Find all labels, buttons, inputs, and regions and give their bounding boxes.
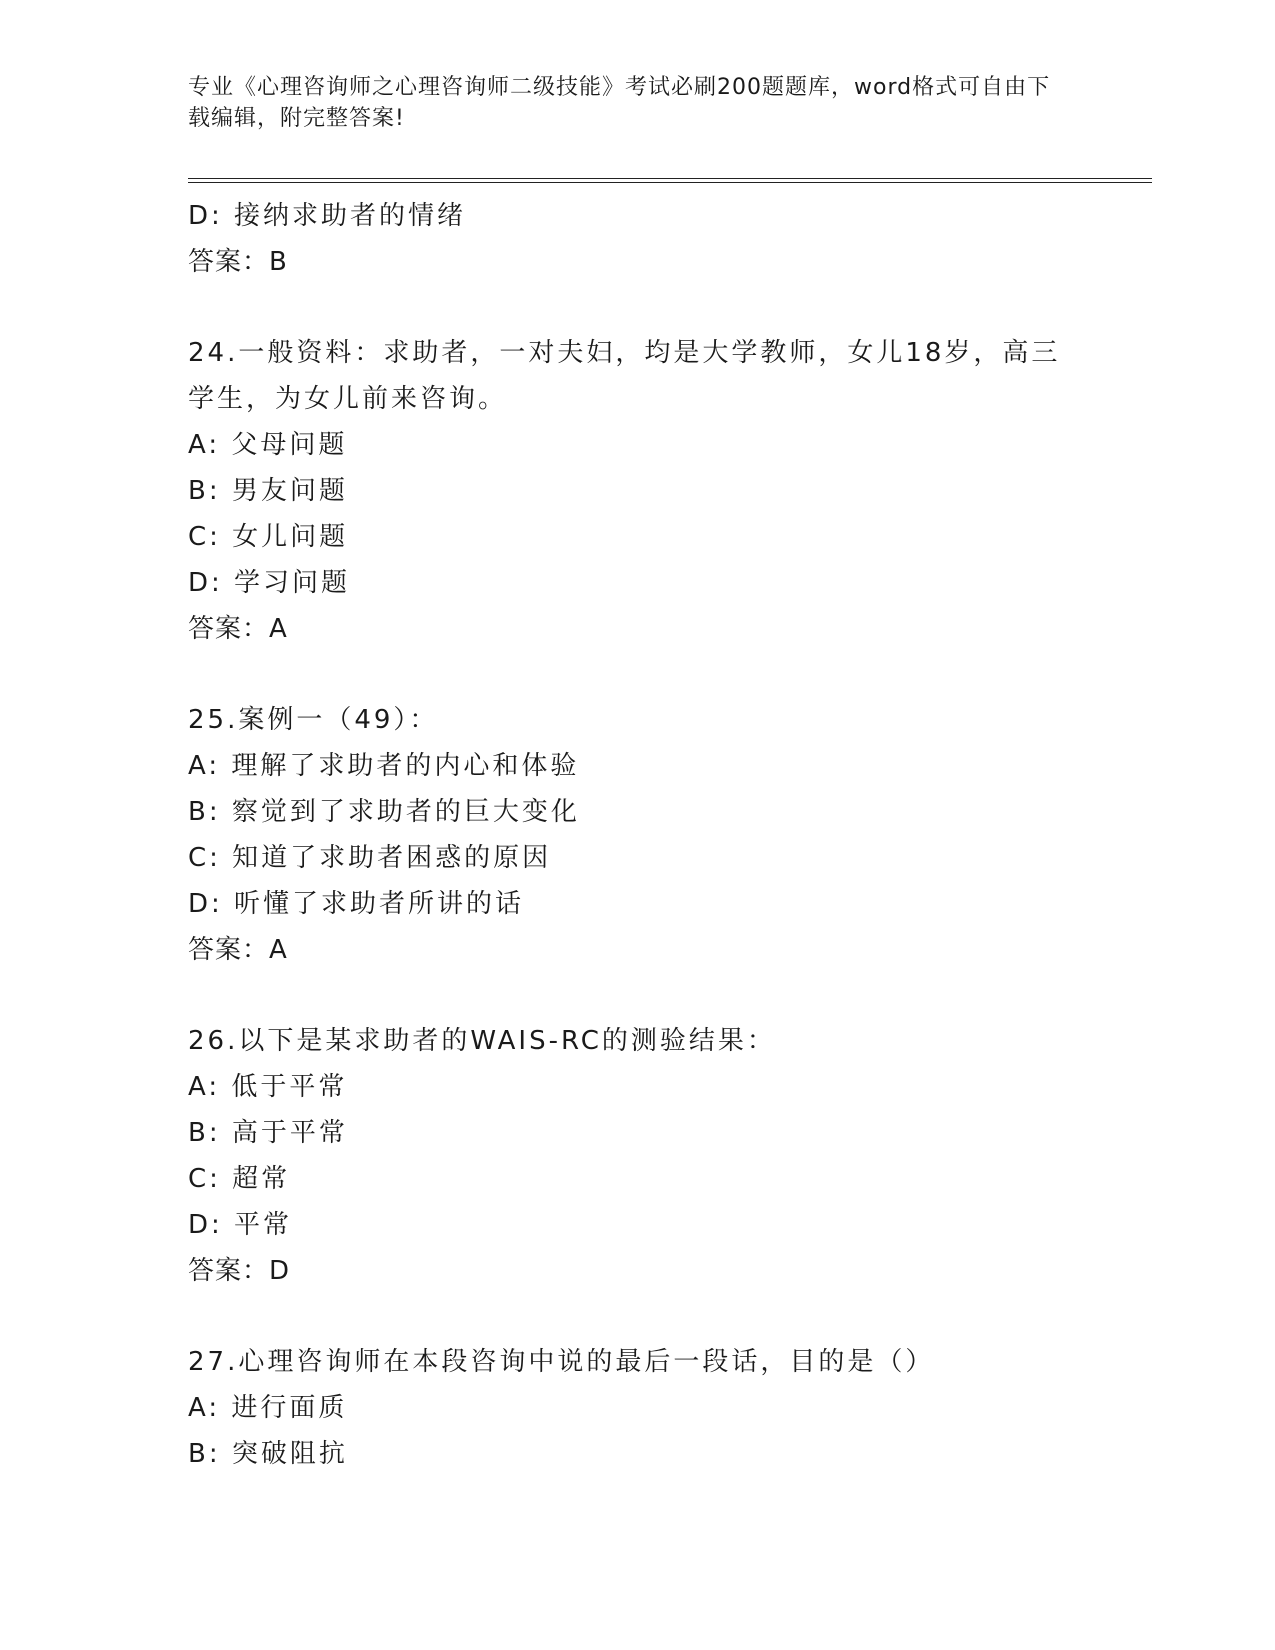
question-title-line: 26.以下是某求助者的WAIS-RC的测验结果： (188, 1026, 776, 1056)
option-a: A: 进行面质 (188, 1393, 348, 1423)
option-b: B: 男友问题 (188, 476, 348, 506)
document-header (188, 72, 1068, 134)
option-a: A: 父母问题 (188, 430, 348, 460)
option-c: C: 知道了求助者困惑的原因 (188, 843, 552, 873)
option-a: A: 低于平常 (188, 1072, 348, 1102)
option-d: D: 听懂了求助者所讲的话 (188, 889, 525, 919)
question-title-line: 24.一般资料：求助者，一对夫妇，均是大学教师，女儿18岁，高三 (188, 338, 1061, 368)
answer-line: 答案：A (188, 614, 288, 644)
option-b: B: 突破阻抗 (188, 1439, 348, 1469)
question-26 (188, 1018, 1088, 1294)
question-list (188, 193, 1088, 1477)
option-c: C: 超常 (188, 1164, 291, 1194)
option-b: B: 察觉到了求助者的巨大变化 (188, 797, 580, 827)
option-c: C: 女儿问题 (188, 522, 349, 552)
option-d: D: 接纳求助者的情绪 (188, 201, 467, 231)
answer-line: 答案：A (188, 935, 288, 965)
option-d: D: 平常 (188, 1210, 293, 1240)
header-text: 专业《心理咨询师之心理咨询师二级技能》考试必刷200题题库，word格式可自由下载编辑，附完整答案! (188, 75, 1051, 131)
option-a: A: 理解了求助者的内心和体验 (188, 751, 580, 781)
option-d: D: 学习问题 (188, 568, 351, 598)
question-title-line: 学生，为女儿前来咨询。 (188, 384, 508, 414)
question-25 (188, 697, 1088, 973)
option-b: B: 高于平常 (188, 1118, 348, 1148)
question-title-line: 27.心理咨询师在本段咨询中说的最后一段话，目的是（） (188, 1347, 935, 1377)
answer-line: 答案：D (188, 1256, 291, 1286)
question-title-line: 25.案例一（49）： (188, 705, 439, 735)
header-divider-top (188, 178, 1152, 179)
header-divider-bottom (188, 182, 1152, 183)
question-24 (188, 330, 1088, 652)
question-27 (188, 1339, 1088, 1477)
answer-line: 答案：B (188, 247, 288, 277)
